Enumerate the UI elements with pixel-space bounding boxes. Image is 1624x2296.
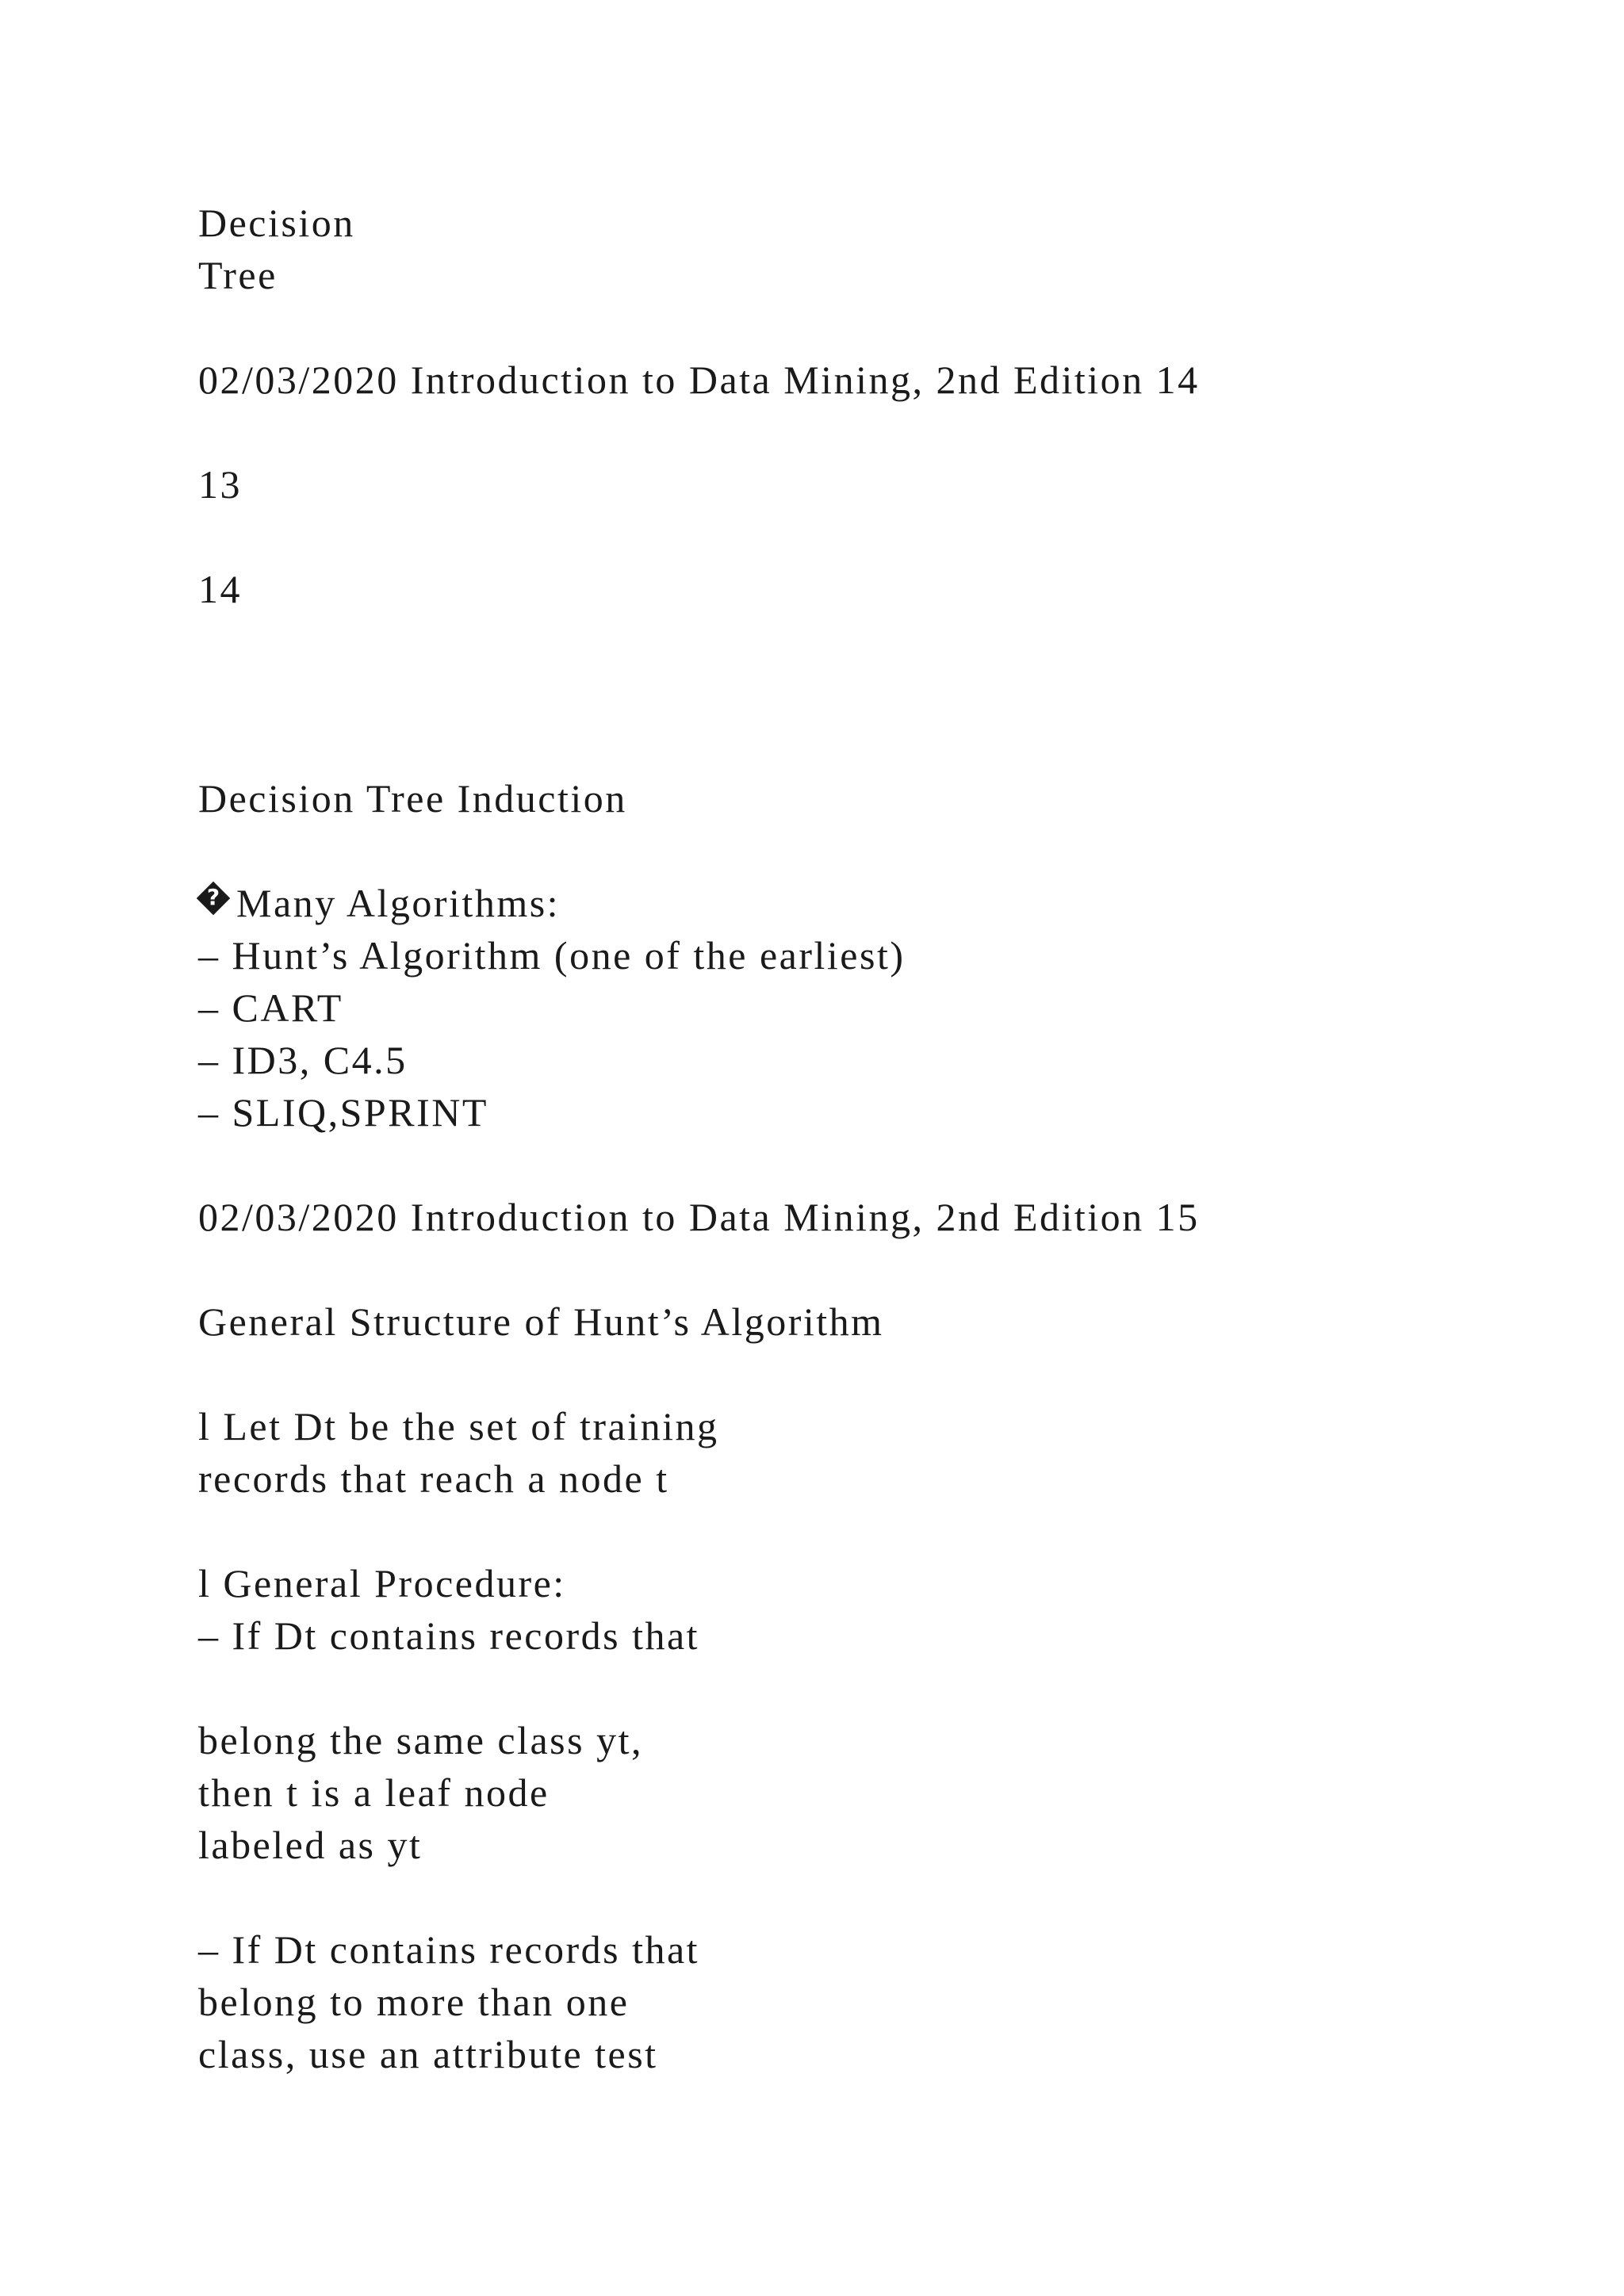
spacer [198, 720, 1507, 772]
document-body [198, 197, 1507, 2080]
list-item: – ID3, C4.5 [198, 1038, 408, 1082]
paragraph-line: records that reach a node t [198, 1456, 669, 1501]
spacer [198, 1505, 1507, 1557]
slide-footer-14: 02/03/2020 Introduction to Data Mining, 2nd Edition 14 [198, 358, 1200, 402]
paragraph-line: l Let Dt be the set of training [198, 1404, 719, 1448]
page-number-14: 14 [198, 567, 242, 611]
spacer [198, 406, 1507, 458]
paragraph-line: class, use an attribute test [198, 2032, 658, 2076]
title-line-1: Decision [198, 201, 355, 245]
spacer [198, 511, 1507, 563]
paragraph-line: – If Dt contains records that [198, 1613, 700, 1658]
page-number-13: 13 [198, 462, 242, 507]
spacer [198, 1138, 1507, 1191]
spacer [198, 1348, 1507, 1400]
replacement-character-icon: ? [198, 883, 233, 923]
list-item: – SLIQ,SPRINT [198, 1090, 488, 1135]
list-item: – Hunt’s Algorithm (one of the earliest) [198, 933, 906, 978]
paragraph-line: l General Procedure: [198, 1561, 566, 1605]
slide-footer-15: 02/03/2020 Introduction to Data Mining, 2nd Edition 15 [198, 1195, 1200, 1239]
spacer [198, 1871, 1507, 1923]
section-heading-induction: Decision Tree Induction [198, 776, 627, 821]
paragraph-line: then t is a leaf node [198, 1770, 550, 1815]
spacer [198, 1243, 1507, 1295]
paragraph-line: belong the same class yt, [198, 1718, 643, 1762]
section-heading-hunts: General Structure of Hunt’s Algorithm [198, 1299, 884, 1344]
paragraph-line: labeled as yt [198, 1823, 423, 1867]
title-line-2: Tree [198, 253, 278, 297]
bullet-line-algorithms [198, 877, 1507, 929]
paragraph-line: – If Dt contains records that [198, 1927, 700, 1972]
spacer [198, 825, 1507, 877]
bullet-label: Many Algorithms: [236, 881, 561, 925]
paragraph-line: belong to more than one [198, 1980, 630, 2024]
list-item: – CART [198, 985, 343, 1030]
spacer [198, 301, 1507, 354]
spacer [198, 615, 1507, 668]
spacer [198, 668, 1507, 720]
spacer [198, 1662, 1507, 1714]
